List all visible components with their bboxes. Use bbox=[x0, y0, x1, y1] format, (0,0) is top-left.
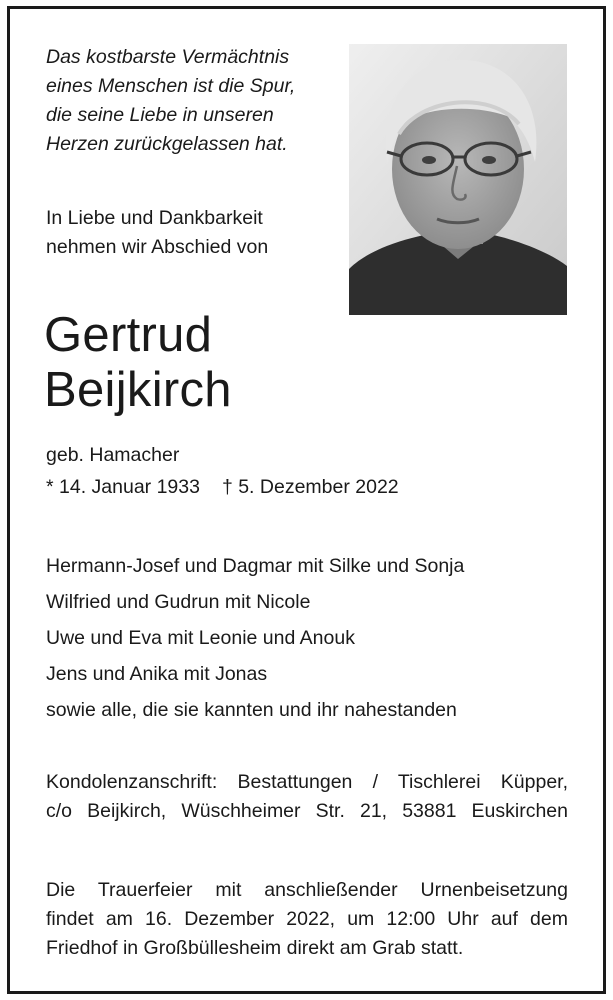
condolence-line: Kondolenzanschrift: Bestattungen / Tischlerei Küpper, bbox=[46, 771, 568, 793]
mourner-line: Wilfried und Gudrun mit Nicole bbox=[46, 591, 311, 613]
intro-line: In Liebe und Dankbarkeit bbox=[46, 207, 263, 229]
ceremony-line: Die Trauerfeier mit anschließender Urnenbeisetzung bbox=[46, 879, 568, 901]
deceased-name bbox=[44, 308, 232, 418]
mourner-line: Hermann-Josef und Dagmar mit Silke und Sonja bbox=[46, 555, 465, 577]
intro-line: nehmen wir Abschied von bbox=[46, 236, 269, 258]
quote-line: die seine Liebe in unseren bbox=[46, 104, 274, 126]
mourner-line: Jens und Anika mit Jonas bbox=[46, 663, 268, 685]
condolence-address bbox=[46, 768, 568, 826]
ceremony-line: findet am 16. Dezember 2022, um 12:00 Uhr auf dem bbox=[46, 908, 568, 930]
last-name: Beijkirch bbox=[44, 363, 232, 417]
birth-name: geb. Hamacher bbox=[46, 444, 180, 466]
memorial-quote bbox=[46, 43, 295, 159]
first-name: Gertrud bbox=[44, 308, 213, 362]
quote-line: eines Menschen ist die Spur, bbox=[46, 75, 296, 97]
portrait-illustration bbox=[349, 44, 567, 315]
death-date: † 5. Dezember 2022 bbox=[221, 476, 399, 498]
funeral-ceremony-info bbox=[46, 876, 568, 963]
portrait-photo bbox=[349, 44, 567, 315]
condolence-line: c/o Beijkirch, Wüschheimer Str. 21, 53881 Euskirchen bbox=[46, 800, 568, 822]
mourners-list bbox=[46, 548, 464, 728]
quote-line: Herzen zurückgelassen hat. bbox=[46, 133, 288, 155]
farewell-intro bbox=[46, 204, 268, 262]
mourner-line: Uwe und Eva mit Leonie und Anouk bbox=[46, 627, 355, 649]
ceremony-line: Friedhof in Großbüllesheim direkt am Grab statt. bbox=[46, 937, 464, 959]
life-dates bbox=[46, 475, 399, 499]
quote-line: Das kostbarste Vermächtnis bbox=[46, 46, 290, 68]
mourner-line: sowie alle, die sie kannten und ihr nahestanden bbox=[46, 699, 457, 721]
birth-date: * 14. Januar 1933 bbox=[46, 476, 200, 498]
